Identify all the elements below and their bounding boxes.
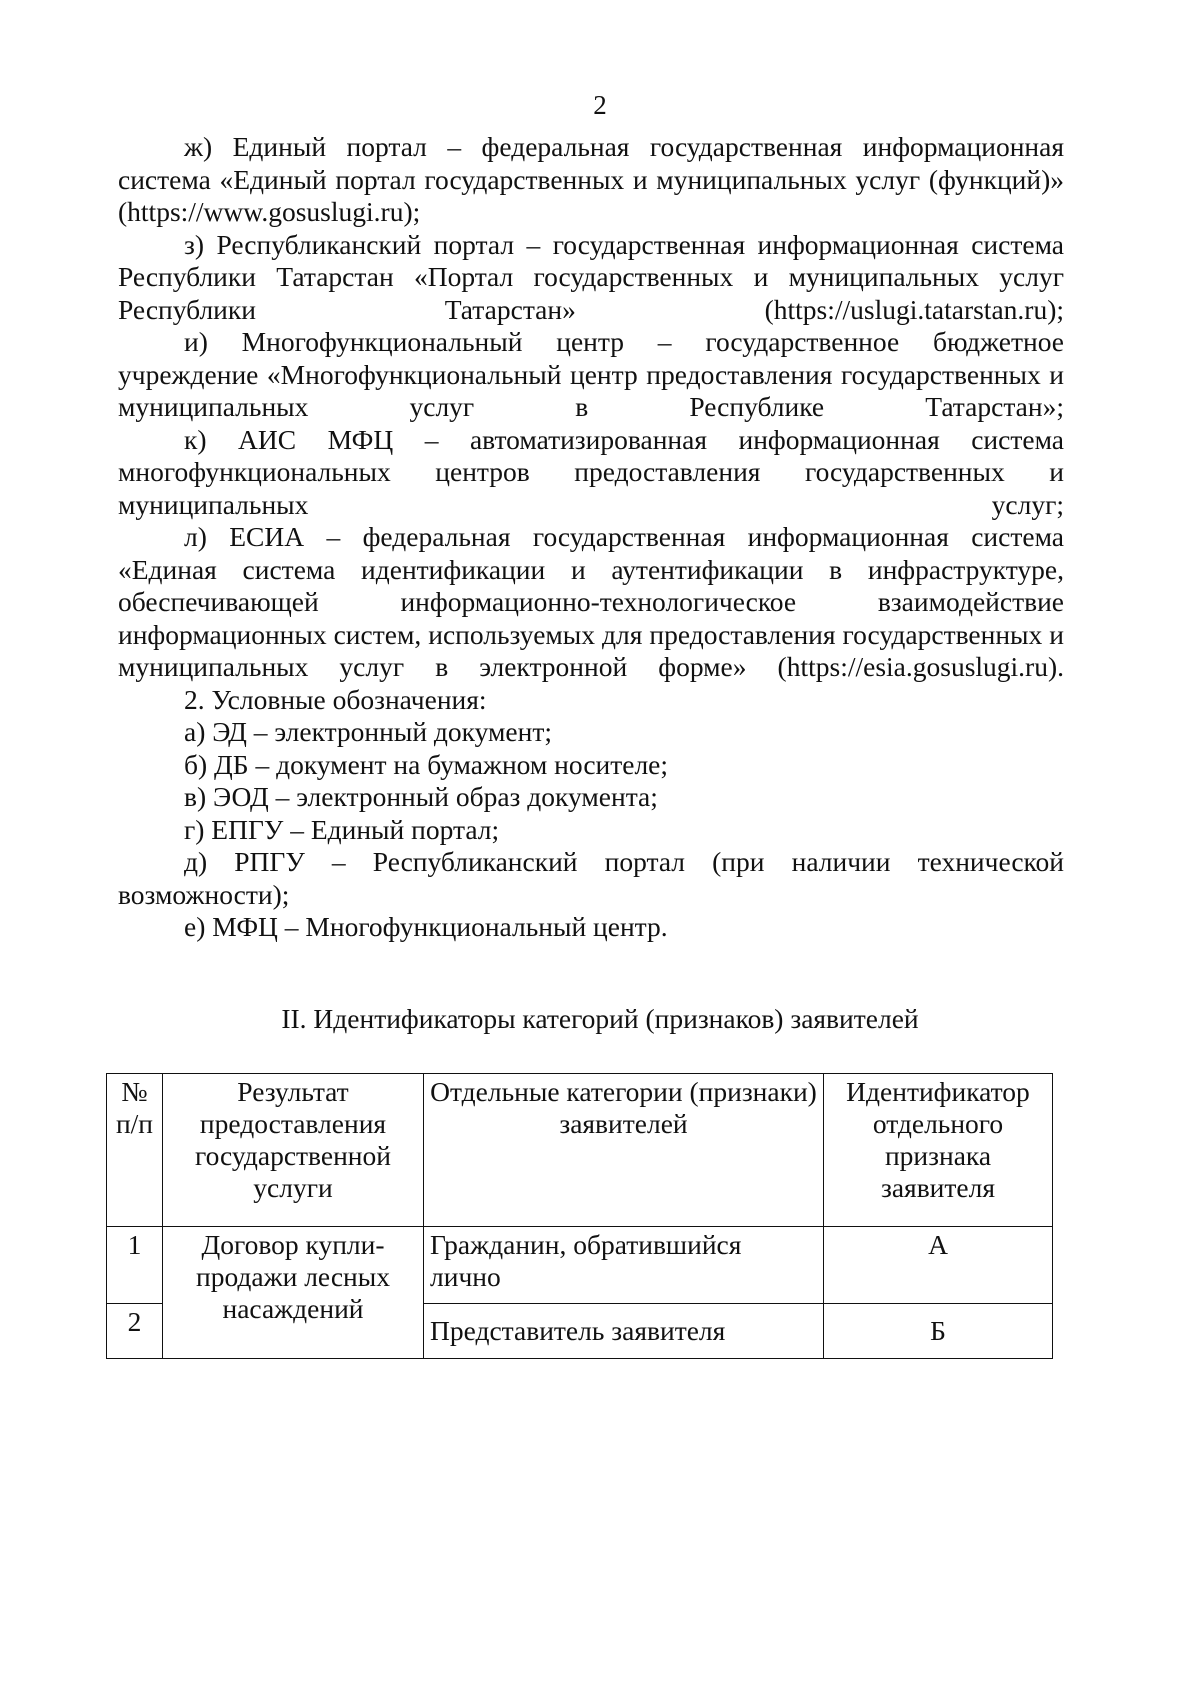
legend-item-g: г) ЕПГУ – Единый портал; xyxy=(184,813,500,845)
header-category: Отдельные категории (признаки) заявителей xyxy=(424,1074,824,1227)
header-result: Результат предоставления государственной услуги xyxy=(163,1074,424,1227)
row-num: 1 xyxy=(107,1227,163,1304)
row-num: 2 xyxy=(107,1304,163,1359)
row-category: Представитель заявителя xyxy=(424,1304,824,1359)
page-number: 2 xyxy=(593,90,607,120)
applicant-identifiers-table xyxy=(106,1073,1053,1359)
section-title: II. Идентификаторы категорий (признаков) заявителей xyxy=(281,1003,919,1034)
legend-heading: 2. Условные обозначения: xyxy=(184,683,487,715)
header-num: № п/п xyxy=(107,1074,163,1227)
definition-l: л) ЕСИА – федеральная государственная информационная система «Единая система идентификации и аутентификации в инфраструктуре, обеспечивающей информационно-технологическое взаимодействие информационных систем, используемых для предоставления государственных и муниципальных услуг в электронной форме» (https://esia.gosuslugi.ru). xyxy=(118,521,1064,682)
legend-item-v: в) ЭОД – электронный образ документа; xyxy=(184,781,658,812)
definition-z: з) Республиканский портал – государственная информационная система Республики Татарстан «Портал государственных и муниципальных услуг Республики Татарстан» (https://uslugi.tatarstan.ru); xyxy=(118,228,1064,325)
legend-item-e: е) МФЦ – Многофункциональный центр. xyxy=(184,911,668,942)
legend-item-d: д) РПГУ – Республиканский портал (при наличии технической возможности); xyxy=(118,846,1064,910)
row-identifier: Б xyxy=(824,1304,1053,1359)
row-category: Гражданин, обратившийся лично xyxy=(424,1227,824,1304)
row-identifier: А xyxy=(824,1227,1053,1304)
table-header-row xyxy=(107,1074,1053,1227)
legend-item-a: а) ЭД – электронный документ; xyxy=(184,716,553,747)
table-row xyxy=(107,1227,1053,1304)
definition-i: и) Многофункциональный центр – государственное бюджетное учреждение «Многофункциональный центр предоставления государственных и муниципальных услуг в Республике Татарстан»; xyxy=(118,326,1064,422)
definitions-text xyxy=(118,131,1064,944)
legend-item-b: б) ДБ – документ на бумажном носителе; xyxy=(184,748,669,780)
definition-zh: ж) Единый портал – федеральная государственная информационная система «Единый портал государственных и муниципальных услуг (функций)» (https://www.gosuslugi.ru); xyxy=(118,131,1064,227)
definition-k: к) АИС МФЦ – автоматизированная информационная система многофункциональных центров предоставления государственных и муниципальных услуг; xyxy=(118,423,1064,520)
header-identifier: Идентификатор отдельного признака заявителя xyxy=(824,1074,1053,1227)
row-result: Договор купли-продажи лесных насаждений xyxy=(163,1227,424,1359)
